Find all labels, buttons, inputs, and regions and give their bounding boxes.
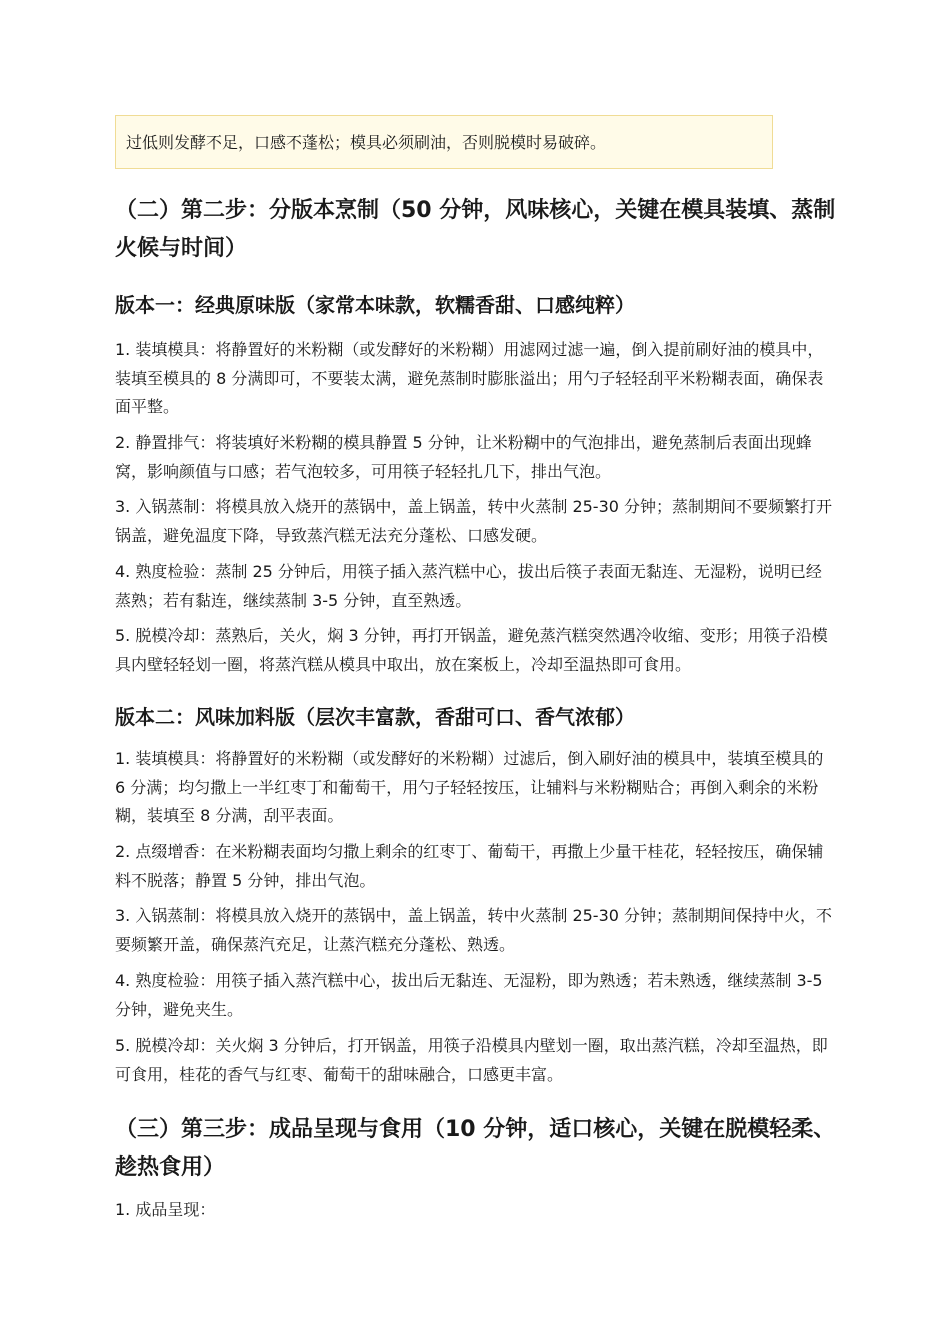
version2-step-1: 1. 装填模具：将静置好的米粉糊（或发酵好的米粉糊）过滤后，倒入刷好油的模具中，装填至模具的 6 分满；均匀撒上一半红枣丁和葡萄干，用勺子轻轻按压，让辅料与米粉糊贴合；再倒入剩余的米粉糊，装填至 8 分满，刮平表面。 [115,749,824,825]
version1-step-3: 3. 入锅蒸制：将模具放入烧开的蒸锅中，盖上锅盖，转中火蒸制 25-30 分钟；蒸制期间不要频繁打开锅盖，避免温度下降，导致蒸汽糕无法充分蓬松、口感发硬。 [115,497,833,545]
version1-step-4: 4. 熟度检验：蒸制 25 分钟后，用筷子插入蒸汽糕中心，拔出后筷子表面无黏连、无湿粉，说明已经蒸熟；若有黏连，继续蒸制 3-5 分钟，直至熟透。 [115,562,822,610]
step3-item-1: 1. 成品呈现： [115,1200,216,1219]
version2-step-2: 2. 点缀增香：在米粉糊表面均匀撒上剩余的红枣丁、葡萄干，再撒上少量干桂花，轻轻按压，确保辅料不脱落；静置 5 分钟，排出气泡。 [115,842,824,890]
version1-step-5: 5. 脱模冷却：蒸熟后，关火，焖 3 分钟，再打开锅盖，避免蒸汽糕突然遇冷收缩、变形；用筷子沿模具内壁轻轻划一圈，将蒸汽糕从模具中取出，放在案板上，冷却至温热即可食用。 [115,626,828,674]
version2-step-5: 5. 脱模冷却：关火焖 3 分钟后，打开锅盖，用筷子沿模具内壁划一圈，取出蒸汽糕，冷却至温热，即可食用，桂花的香气与红枣、葡萄干的甜味融合，口感更丰富。 [115,1036,828,1084]
version1-step-1: 1. 装填模具：将静置好的米粉糊（或发酵好的米粉糊）用滤网过滤一遍，倒入提前刷好油的模具中，装填至模具的 8 分满即可，不要装太满，避免蒸制时膨胀溢出；用勺子轻轻刮平米粉糊表面，确保表面平整。 [115,340,824,416]
step3-heading: （三）第三步：成品呈现与食用（10 分钟，适口核心，关键在脱模轻柔、趁热食用） [115,1117,836,1180]
version1-title: 版本一：经典原味版（家常本味款，软糯香甜、口感纯粹） [115,293,635,317]
version2-title: 版本二：风味加料版（层次丰富款，香甜可口、香气浓郁） [115,705,635,729]
version2-step-4: 4. 熟度检验：用筷子插入蒸汽糕中心，拔出后无黏连、无湿粉，即为熟透；若未熟透，继续蒸制 3-5 分钟，避免夹生。 [115,971,823,1019]
tip-note-text: 过低则发酵不足，口感不蓬松；模具必须刷油，否则脱模时易破碎。 [126,133,607,152]
tip-note-box [115,115,773,169]
step2-heading: （二）第二步：分版本烹制（50 分钟，风味核心，关键在模具装填、蒸制火候与时间） [115,198,836,261]
version1-step-2: 2. 静置排气：将装填好米粉糊的模具静置 5 分钟，让米粉糊中的气泡排出，避免蒸制后表面出现蜂窝，影响颜值与口感；若气泡较多，可用筷子轻轻扎几下，排出气泡。 [115,433,812,481]
version2-step-3: 3. 入锅蒸制：将模具放入烧开的蒸锅中，盖上锅盖，转中火蒸制 25-30 分钟；蒸制期间保持中火，不要频繁开盖，确保蒸汽充足，让蒸汽糕充分蓬松、熟透。 [115,906,833,954]
